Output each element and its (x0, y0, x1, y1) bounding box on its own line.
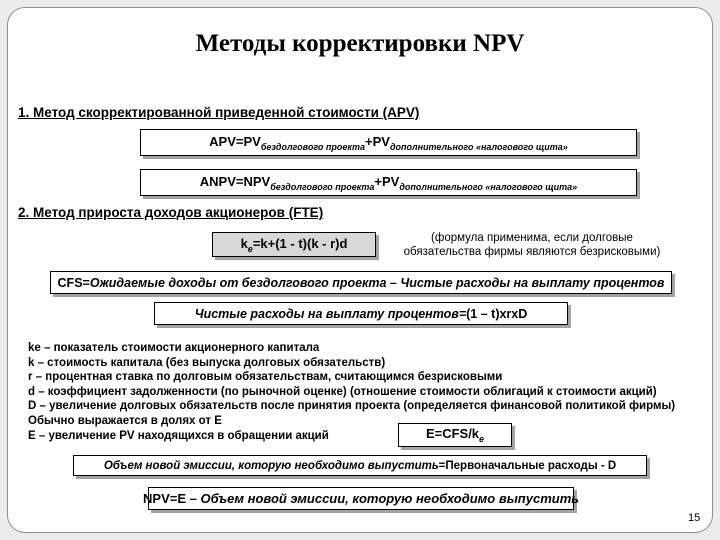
interest-formula-rest: (1 – t)xrxD (466, 306, 528, 321)
npv-formula-italic: Объем новой эмиссии, которую необходимо выпустить (200, 491, 579, 506)
apv-formula-sub2: дополнительного «налогового щита» (389, 141, 568, 152)
apv-formula-plus: +PV (365, 133, 390, 149)
e-formula-box (398, 423, 512, 447)
anpv-formula-sub2: дополнительного «налогового щита» (399, 181, 578, 192)
npv-formula-box (143, 487, 579, 510)
e-formula-sub: e (479, 434, 485, 444)
anpv-formula-sub1: бездолгового проекта (270, 181, 375, 192)
apv-formula-box (140, 129, 637, 156)
emission-formula-box (73, 455, 647, 476)
definition-D: D – увеличение долговых обязательств после принятия проекта (определяется финансовой политикой фирмы) Обычно выражается в долях от E (28, 400, 676, 427)
ke-formula-rest: =k+(1 - t)(k - r)d (252, 235, 348, 251)
ke-formula-box (212, 232, 376, 257)
interest-formula-box (154, 302, 568, 325)
cfs-formula-box (50, 271, 672, 294)
interest-formula-lead: Чистые расходы на выплату процентов= (194, 306, 467, 321)
definition-E: E – увеличение PV находящихся в обращении акций (28, 429, 329, 442)
emission-formula-italic: Объем новой эмиссии, которую необходимо выпустить (103, 459, 439, 472)
section-apv-heading: 1. Метод скорректированной приведенной стоимости (APV) (18, 105, 420, 120)
apv-formula-lead: APV=PV (209, 133, 261, 149)
definitions-block (28, 341, 694, 443)
e-formula-lead: E=CFS/k (425, 426, 480, 441)
cfs-formula-body: Ожидаемые доходы от бездолгового проекта – Чистые расходы на выплату процентов (89, 275, 665, 290)
definition-r: r – процентная ставка по долговым обязательствам, считающимся безрисковыми (28, 371, 503, 384)
ke-formula-base: k (240, 235, 248, 251)
slide-title: Методы корректировки NPV (195, 30, 525, 57)
page-number: 15 (688, 512, 701, 524)
emission-formula (104, 460, 616, 472)
definition-d: d – коэффициент задолженности (по рыночной оценке) (отношение стоимости облигаций к стоимости акций) (28, 385, 657, 398)
anpv-formula-box (140, 169, 637, 196)
cfs-formula-lead: CFS= (57, 275, 90, 290)
npv-formula (143, 491, 579, 506)
ke-formula (241, 236, 348, 254)
anpv-formula-plus: +PV (374, 173, 400, 189)
interest-formula (195, 307, 528, 321)
ke-applicability-note: (формула применима, если долговые обязательства фирмы являются безрисковыми) (403, 232, 661, 258)
emission-formula-rest: =Первоначальные расходы - D (438, 459, 617, 472)
anpv-formula (200, 174, 577, 192)
npv-formula-lead: NPV=E – (143, 491, 201, 506)
anpv-formula-lead: ANPV=NPV (199, 173, 271, 189)
apv-formula-sub1: бездолгового проекта (260, 141, 365, 152)
cfs-formula (58, 276, 665, 290)
e-formula (426, 426, 484, 444)
definition-k: k – стоимость капитала (без выпуска долговых обязательств) (28, 356, 386, 369)
apv-formula (209, 134, 568, 152)
section-fte-heading: 2. Метод прироста доходов акционеров (FTE) (18, 205, 324, 220)
definition-ke: ke – показатель стоимости акционерного капитала (28, 342, 320, 354)
ke-formula-sub: e (247, 243, 253, 254)
